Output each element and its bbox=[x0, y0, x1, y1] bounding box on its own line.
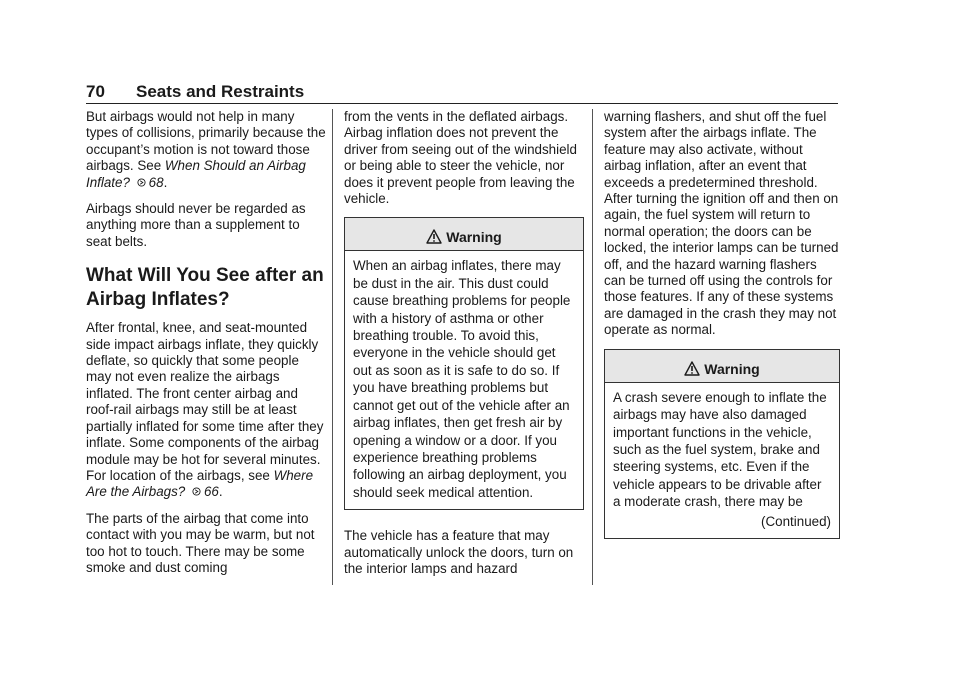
page-reference-arrow-icon bbox=[137, 177, 146, 193]
section-heading: What Will You See after an Airbag Inflates? bbox=[86, 265, 324, 311]
warning-box bbox=[604, 349, 840, 539]
cross-reference-page[interactable]: 68 bbox=[148, 174, 164, 190]
column-1 bbox=[86, 109, 326, 584]
warning-title: Warning bbox=[704, 360, 760, 377]
column-2 bbox=[344, 109, 584, 585]
warning-title: Warning bbox=[446, 229, 502, 246]
column-divider bbox=[332, 109, 333, 585]
page-number: 70 bbox=[86, 82, 105, 101]
paragraph: The parts of the airbag that come into contact with you may be warm, but not too hot to touch. There may be some smoke and dust coming bbox=[86, 510, 315, 575]
paragraph: warning flashers, and shut off the fuel system after the airbags inflate. The feature may also activate, without airbag inflation, after an event that exceeds a predetermined threshold. After turning the ignition off and then on again, the fuel system will return to normal operation; the doors can be locked, the interior lamps can be turned off, and the hazard warning flashers can be turned off using the controls for those features. If any of these systems are damaged in the crash they may not operate as normal. bbox=[604, 109, 839, 338]
page-reference-arrow-icon bbox=[192, 486, 201, 502]
header-rule bbox=[86, 103, 838, 104]
continued-label: (Continued) bbox=[761, 513, 831, 529]
paragraph: After frontal, knee, and seat-mounted side impact airbags inflate, they quickly deflate, so quickly that some people may not even realize the airbags inflated. The front center airbag and roof-rail airbags may still be at least partially inflated for some time after they inflate. Some components of the airbag module may be hot for several minutes. For location of the airbags, see Where Are the Airbags? 66. bbox=[86, 320, 326, 502]
section-title: Seats and Restraints bbox=[136, 82, 305, 101]
column-3 bbox=[604, 109, 840, 557]
paragraph: The vehicle has a feature that may automatically unlock the doors, turn on the interior lamps and hazard bbox=[344, 528, 574, 576]
paragraph-text: But airbags would not help in many types of collisions, primarily because the occupant’s motion is not toward those airbags. See bbox=[86, 109, 326, 174]
warning-text bbox=[605, 383, 839, 538]
cross-reference-link[interactable]: When Should an Airbag Inflate? bbox=[86, 158, 306, 190]
warning-text: When an airbag inflates, there may be dust in the air. This dust could cause breathing problems for people with a history of asthma or other breathing trouble. To avoid this, everyone in the vehicle should get out as soon as it is safe to do so. If you have breathing problems but cannot get out of the vehicle after an airbag inflates, then get fresh air by opening a window or a door. If you experience breathing problems following an airbag deployment, you should seek medical attention. bbox=[353, 258, 571, 500]
paragraph: But airbags would not help in many types of collisions, primarily because the occupant’s motion is not toward those airbags. See When Should an Airbag Inflate? 68. bbox=[86, 109, 326, 193]
paragraph: from the vents in the deflated airbags. Airbag inflation does not prevent the driver from seeing out of the windshield or being able to steer the vehicle, nor does it prevent people from leaving the vehicle. bbox=[344, 109, 577, 207]
warning-triangle-icon bbox=[426, 220, 442, 258]
warning-box bbox=[344, 217, 584, 510]
cross-reference-link[interactable]: Where Are the Airbags? bbox=[86, 467, 314, 500]
page-header bbox=[86, 82, 838, 102]
warning-header bbox=[345, 218, 583, 251]
cross-reference-page[interactable]: 66 bbox=[203, 484, 219, 500]
warning-header bbox=[605, 350, 839, 383]
paragraph: Airbags should never be regarded as anything more than a supplement to seat belts. bbox=[86, 201, 306, 249]
warning-body-text: A crash severe enough to inflate the airbags may have also damaged important functions in the vehicle, such as the fuel system, brake and steering systems, etc. Even if the vehicle appears to be drivable after a moderate crash, there may be bbox=[613, 389, 827, 510]
paragraph-text: After frontal, knee, and seat-mounted side impact airbags inflate, they quickly deflate, so quickly that some people may not even realize the airbags inflated. The front center airbag and roof-rail airbags may still be at least partially inflated for some time after they inflate. Some components of the airbag module may be hot for several minutes. For location of the airbags, see bbox=[86, 320, 324, 483]
warning-triangle-icon bbox=[684, 352, 700, 390]
column-divider bbox=[592, 109, 593, 585]
